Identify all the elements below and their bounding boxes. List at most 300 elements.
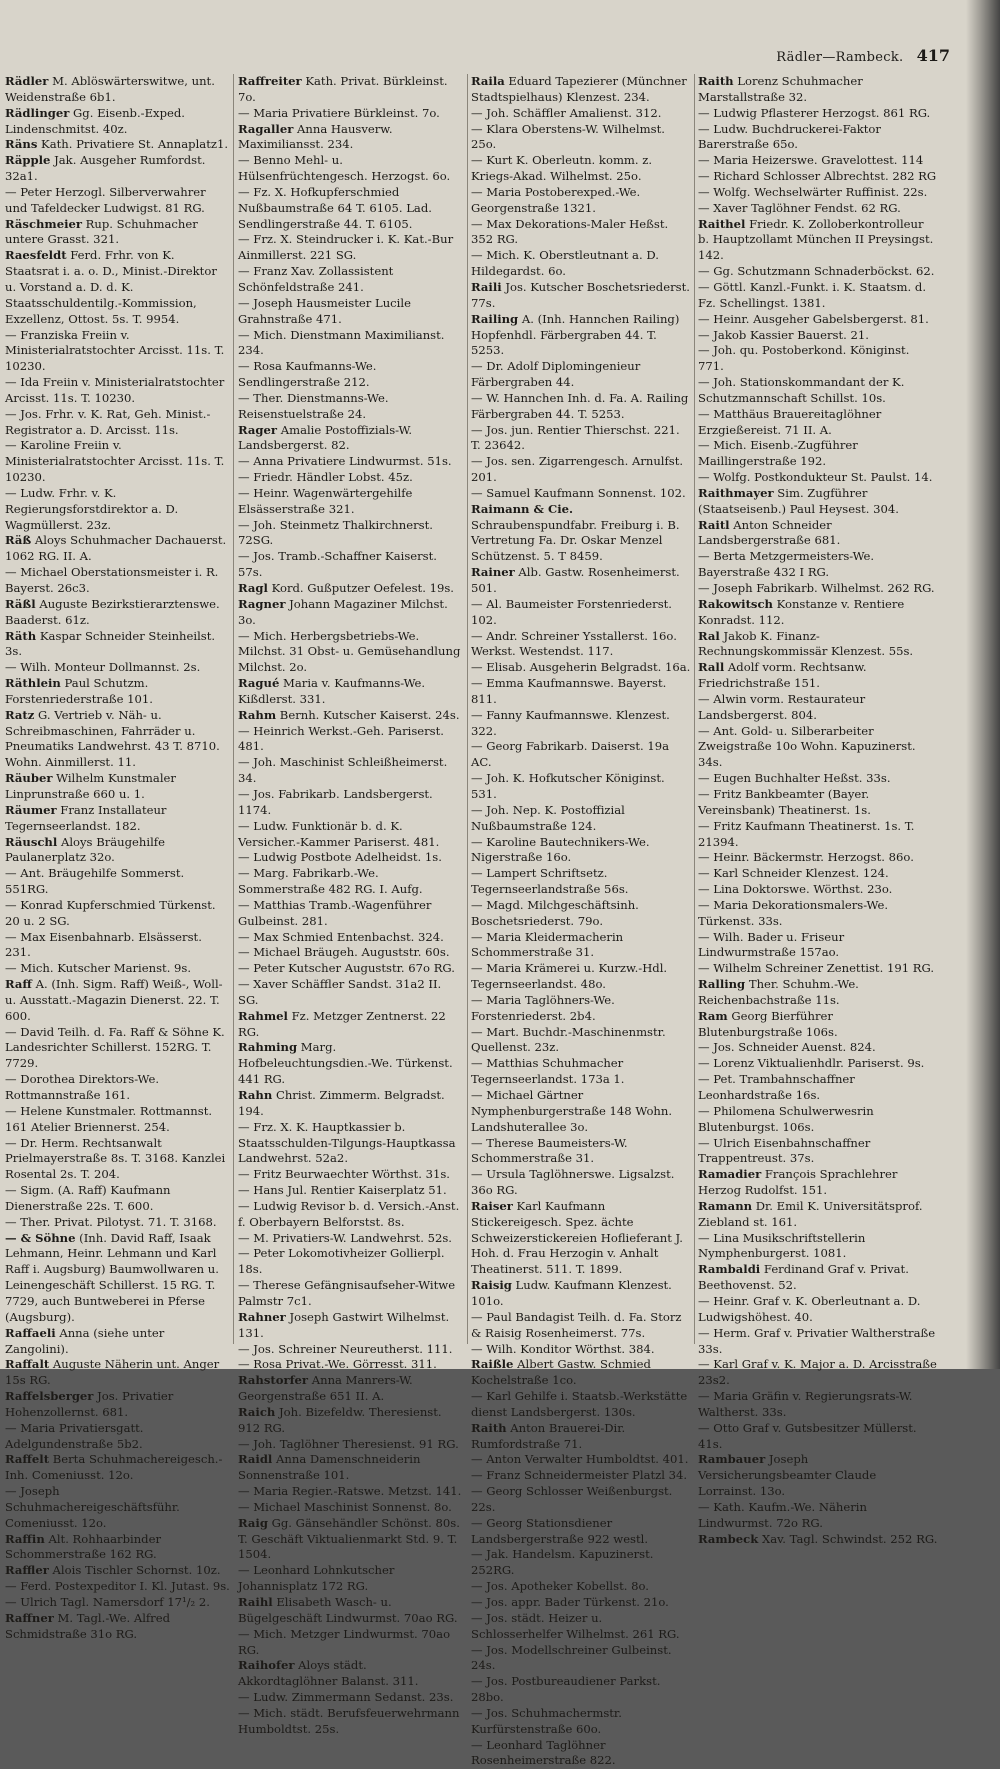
entry-details: Johann Magaziner Milchst. 3o. bbox=[238, 596, 448, 627]
entry-name: — bbox=[238, 628, 250, 643]
directory-entry bbox=[5, 1136, 231, 1184]
entry-details: Aloys städt. Akkordtaglöhner Balanst. 311. bbox=[238, 1658, 419, 1689]
entry-details: Maria Regier.-Ratswe. Metzst. 141. bbox=[249, 1484, 462, 1499]
directory-entry bbox=[5, 74, 231, 106]
directory-entry bbox=[238, 676, 464, 708]
entry-name: — bbox=[238, 359, 250, 374]
directory-entry bbox=[471, 1342, 691, 1358]
entry-name: Raesfeldt bbox=[5, 248, 67, 263]
entry-name: — bbox=[5, 1183, 17, 1198]
entry-name: — bbox=[698, 343, 710, 358]
entry-details: Jakob K. Finanz-Rechnungskommissär Klenzest. 55s. bbox=[698, 628, 914, 659]
entry-details: Anna Hausverw. Maximiliansst. 234. bbox=[238, 121, 393, 152]
entry-name: Räuschl bbox=[5, 834, 58, 849]
directory-entry bbox=[238, 1373, 464, 1405]
entry-details: Rosa Kaufmanns-We. Sendlingerstraße 212. bbox=[238, 359, 377, 390]
entry-details: Heinr. Ausgeher Gabelsbergerst. 81. bbox=[709, 311, 929, 326]
entry-name: — bbox=[238, 945, 250, 960]
directory-entry bbox=[698, 328, 938, 344]
entry-details: Jos. Modellschreiner Gulbeinst. 24s. bbox=[471, 1642, 672, 1673]
directory-entry bbox=[5, 1072, 231, 1104]
entry-name: Ralling bbox=[698, 977, 746, 992]
entry-details: Jak. Ausgeher Rumfordst. 32a1. bbox=[5, 153, 206, 184]
directory-entry bbox=[238, 423, 464, 455]
entry-name: — bbox=[698, 264, 710, 279]
entry-details: Karl Kaufmann Stickereigesch. Spez. ächte Schweizerstickereien Hoflieferant J. Hoh. d. Frau Herzogin v. Anhalt Theatinerst. 511. T. 1899. bbox=[471, 1198, 683, 1277]
entry-name: Raffelt bbox=[5, 1452, 50, 1467]
directory-entry bbox=[698, 1199, 938, 1231]
entry-details: Lorenz Viktualienhdlr. Pariserst. 9s. bbox=[709, 1056, 925, 1071]
directory-column-2 bbox=[238, 74, 464, 1736]
entry-name: — bbox=[5, 1484, 17, 1499]
directory-entry bbox=[698, 597, 938, 629]
entry-name: — bbox=[238, 1198, 250, 1213]
directory-entry bbox=[698, 1072, 938, 1104]
entry-details: Peter Herzogl. Silberverwahrer und Tafeldecker Ludwigst. 81 RG. bbox=[5, 184, 206, 215]
entry-details: Georg Schlosser Weißenburgst. 22s. bbox=[471, 1484, 673, 1514]
entry-name: — bbox=[5, 1024, 17, 1039]
entry-details: Frz. X. Steindrucker i. K. Kat.-Bur Ainmillerst. 221 SG. bbox=[238, 232, 454, 263]
page-number: 417 bbox=[916, 46, 950, 65]
directory-entry bbox=[698, 185, 938, 201]
entry-name: Räumer bbox=[5, 802, 57, 817]
entry-name: Raich bbox=[238, 1404, 276, 1419]
entry-name: — bbox=[471, 153, 483, 168]
entry-details: Mich. städt. Berufsfeuerwehrmann Humboldtst. 25s. bbox=[238, 1705, 460, 1736]
directory-entry bbox=[238, 597, 464, 629]
entry-details: Friedr. K. Zolloberkontrolleur b. Hauptzollamt München II Preysingst. 142. bbox=[698, 216, 934, 263]
entry-name: — bbox=[698, 929, 710, 944]
entry-details: Adolf vorm. Rechtsanw. Friedrichstraße 151. bbox=[698, 660, 867, 691]
entry-details: Alt. Rohhaarbinder Schommerstraße 162 RG. bbox=[5, 1531, 161, 1562]
directory-entry bbox=[471, 1547, 691, 1579]
directory-entry bbox=[5, 137, 231, 153]
entry-name: Rambauer bbox=[698, 1452, 766, 1467]
entry-details: Joh. Schäffler Amalienst. 312. bbox=[482, 105, 662, 120]
entry-name: — bbox=[238, 1341, 250, 1356]
entry-name: Raffin bbox=[5, 1531, 45, 1546]
entry-name: — bbox=[471, 1674, 483, 1689]
directory-entry bbox=[238, 866, 464, 898]
entry-details: Ulrich Eisenbahnschaffner Trappentreust. 37s. bbox=[698, 1135, 871, 1166]
entry-details: Ther. Dienstmanns-We. Reisenstuelstraße 24. bbox=[238, 390, 389, 421]
entry-details: Joh. Taglöhner Theresienst. 91 RG. bbox=[249, 1436, 459, 1451]
entry-name: — bbox=[238, 105, 250, 120]
directory-entry bbox=[698, 1167, 938, 1199]
entry-details: Ludw. Frhr. v. K. Regierungsforstdirektor a. D. Wagmüllerst. 23z. bbox=[5, 485, 179, 532]
entry-details: Ferdinand Graf v. Privat. Beethovenst. 52. bbox=[698, 1262, 909, 1293]
entry-details: Ferd. Postexpeditor I. Kl. Jutast. 9s. bbox=[16, 1579, 230, 1594]
directory-entry bbox=[5, 1452, 231, 1484]
entry-name: Raithel bbox=[698, 216, 746, 231]
entry-name: — bbox=[238, 485, 250, 500]
directory-entry bbox=[238, 1167, 464, 1183]
directory-entry bbox=[471, 1088, 691, 1136]
entry-name: — bbox=[698, 818, 710, 833]
entry-name: Raithmayer bbox=[698, 485, 774, 500]
entry-details: Xaver Taglöhner Fendst. 62 RG. bbox=[709, 200, 901, 215]
entry-name: Räß bbox=[5, 533, 32, 548]
entry-details: Dr. Herm. Rechtsanwalt Prielmayerstraße 8s. T. 3168. Kanzlei Rosental 2s. T. 204. bbox=[5, 1135, 226, 1182]
entry-name: — bbox=[471, 454, 483, 469]
directory-entry bbox=[698, 629, 938, 661]
directory-entry bbox=[238, 977, 464, 1009]
entry-details: Anna Privatiere Lindwurmst. 51s. bbox=[249, 454, 452, 469]
directory-entry bbox=[471, 866, 691, 898]
entry-details: Franziska Freiin v. Ministerialratstochter Arcisst. 11s. T. 10230. bbox=[5, 327, 225, 374]
directory-entry bbox=[471, 1278, 691, 1310]
entry-details: (Inh. David Raff, Isaak Lehmann, Heinr. Lehmann und Karl Raff i. Augsburg) Baumwollwaren u. Leinengeschäft Schillerst. 15 RG. T. 7729, auch Buntweberei in Pferse (Augsburg). bbox=[5, 1230, 219, 1324]
entry-details: Ludw. Funktionär b. d. K. Versicher.-Kammer Pariserst. 481. bbox=[238, 818, 440, 849]
directory-entry bbox=[238, 1040, 464, 1088]
entry-name: — bbox=[5, 961, 17, 976]
entry-details: Georg Stationsdiener Landsbergerstraße 922 westl. bbox=[471, 1515, 649, 1546]
entry-details: Joseph Gastwirt Wilhelmst. 131. bbox=[238, 1309, 450, 1340]
directory-entry bbox=[471, 803, 691, 835]
directory-entry bbox=[471, 502, 691, 565]
entry-name: — bbox=[698, 327, 710, 342]
directory-entry bbox=[238, 1563, 464, 1595]
entry-details: Lina Doktorswe. Wörthst. 23o. bbox=[709, 882, 893, 897]
entry-name: Ragner bbox=[238, 596, 286, 611]
entry-details: Wilhelm Schreiner Zenettist. 191 RG. bbox=[709, 961, 935, 976]
entry-details: Jos. Schneider Auenst. 824. bbox=[709, 1040, 876, 1055]
directory-entry bbox=[471, 1199, 691, 1278]
entry-details: M. Ablöswärterswitwe, unt. Weidenstraße 6b1. bbox=[5, 74, 215, 104]
entry-name: — bbox=[471, 1452, 483, 1467]
entry-name: Raffreiter bbox=[238, 74, 302, 88]
entry-name: — bbox=[471, 1610, 483, 1625]
entry-details: Mich. Eisenb.-Zugführer Maillingerstraße 192. bbox=[698, 438, 858, 469]
entry-name: — bbox=[5, 660, 17, 675]
entry-details: Otto Graf v. Gutsbesitzer Müllerst. 41s. bbox=[698, 1420, 917, 1451]
entry-details: Anton Verwalter Humboldtst. 401. bbox=[482, 1452, 689, 1467]
entry-name: — bbox=[471, 1167, 483, 1182]
directory-entry bbox=[471, 739, 691, 771]
entry-details: Heinr. Graf v. K. Oberleutnant a. D. Ludwigshöhest. 40. bbox=[698, 1293, 921, 1324]
directory-entry bbox=[471, 1389, 691, 1421]
directory-entry bbox=[698, 882, 938, 898]
entry-details: Kurt K. Oberleutn. komm. z. Kriegs-Akad. Wilhelmst. 25o. bbox=[471, 153, 653, 184]
entry-name: — bbox=[698, 1135, 710, 1150]
entry-name: — bbox=[471, 390, 483, 405]
directory-entry bbox=[5, 1532, 231, 1564]
entry-name: — bbox=[471, 660, 483, 675]
entry-name: — bbox=[238, 1357, 250, 1372]
directory-entry bbox=[238, 391, 464, 423]
entry-details: Fritz Kaufmann Theatinerst. 1s. T. 21394. bbox=[698, 818, 915, 849]
directory-entry bbox=[238, 232, 464, 264]
directory-entry bbox=[471, 993, 691, 1025]
entry-name: — bbox=[471, 1309, 483, 1324]
directory-entry bbox=[471, 1706, 691, 1738]
entry-details: François Sprachlehrer Herzog Rudolfst. 151. bbox=[698, 1167, 898, 1198]
directory-entry bbox=[5, 565, 231, 597]
directory-entry bbox=[5, 217, 231, 249]
directory-entry bbox=[698, 549, 938, 581]
directory-entry bbox=[238, 1310, 464, 1342]
entry-details: Max Eisenbahnarb. Elsässerst. 231. bbox=[5, 929, 202, 960]
entry-name: — bbox=[5, 1595, 17, 1609]
entry-name: Railing bbox=[471, 311, 519, 326]
entry-details: Ther. Schuhm.-We. Reichenbachstraße 11s. bbox=[698, 977, 859, 1007]
entry-details: Anna Damenschneiderin Sonnenstraße 101. bbox=[238, 1452, 421, 1483]
entry-name: — bbox=[471, 596, 483, 611]
entry-name: — bbox=[471, 216, 483, 231]
directory-entry bbox=[238, 264, 464, 296]
entry-name: — bbox=[698, 311, 710, 326]
entry-details: Peter Kutscher Auguststr. 67o RG. bbox=[249, 961, 455, 976]
directory-entry bbox=[471, 217, 691, 249]
entry-name: — bbox=[471, 121, 483, 136]
directory-entry bbox=[238, 755, 464, 787]
entry-name: — bbox=[5, 375, 17, 390]
directory-entry bbox=[698, 1040, 938, 1056]
directory-entry bbox=[698, 407, 938, 439]
directory-entry bbox=[698, 375, 938, 407]
directory-entry bbox=[238, 1595, 464, 1627]
entry-name: — bbox=[698, 771, 710, 786]
entry-name: Rädlinger bbox=[5, 105, 70, 120]
entry-details: Heinr. Bäckermstr. Herzogst. 86o. bbox=[709, 850, 914, 865]
entry-details: David Teilh. d. Fa. Raff & Söhne K. Landesrichter Schillerst. 152RG. T. 7729. bbox=[5, 1024, 225, 1071]
entry-name: — bbox=[698, 279, 710, 294]
entry-name: — bbox=[238, 1278, 250, 1293]
column-divider bbox=[467, 74, 468, 1344]
directory-column-3 bbox=[471, 74, 691, 1768]
directory-entry bbox=[238, 122, 464, 154]
directory-entry bbox=[698, 169, 938, 185]
entry-name: — bbox=[698, 850, 710, 865]
entry-name: Räpple bbox=[5, 153, 51, 168]
directory-entry bbox=[698, 660, 938, 692]
entry-details: Therese Baumeisters-W. Schommerstraße 31. bbox=[471, 1135, 628, 1166]
entry-details: Matthäus Brauereitaglöhner Erzgießereist. 71 II. A. bbox=[698, 406, 882, 437]
directory-entry bbox=[5, 866, 231, 898]
directory-entry bbox=[698, 486, 938, 518]
entry-name: — bbox=[471, 1595, 483, 1609]
entry-details: Ludwig Pflasterer Herzogst. 861 RG. bbox=[709, 105, 931, 120]
entry-name: Räuber bbox=[5, 771, 53, 786]
entry-details: Bernh. Kutscher Kaiserst. 24s. bbox=[276, 707, 460, 722]
entry-details: Samuel Kaufmann Sonnenst. 102. bbox=[482, 485, 686, 500]
entry-name: — bbox=[471, 359, 483, 374]
entry-details: Göttl. Kanzl.-Funkt. i. K. Staatsm. d. Fz. Schellingst. 1381. bbox=[698, 279, 927, 310]
directory-entry bbox=[471, 930, 691, 962]
running-head: Rädler—Rambeck. bbox=[776, 50, 904, 65]
directory-entry bbox=[698, 787, 938, 819]
entry-name: Raiser bbox=[471, 1198, 513, 1213]
entry-details: Ulrich Tagl. Namersdorf 17¹/₂ 2. bbox=[16, 1595, 210, 1609]
entry-name: Räns bbox=[5, 137, 38, 152]
entry-details: Joh. Maschinist Schleißheimerst. 34. bbox=[238, 755, 448, 786]
entry-details: Michael Gärtner Nymphenburgerstraße 148 Wohn. Landshuterallee 3o. bbox=[471, 1088, 673, 1134]
entry-name: — bbox=[471, 248, 483, 263]
directory-entry bbox=[471, 122, 691, 154]
entry-details: Ludw. Buchdruckerei-Faktor Barerstraße 65o. bbox=[698, 121, 881, 152]
directory-entry bbox=[698, 866, 938, 882]
column-divider bbox=[694, 74, 695, 1344]
entry-details: Anna (siehe unter Zangolini). bbox=[5, 1325, 165, 1356]
entry-details: Michael Oberstationsmeister i. R. Bayerst. 26c3. bbox=[5, 565, 219, 595]
entry-name: Rahm bbox=[238, 707, 277, 722]
entry-name: Raila bbox=[471, 74, 505, 88]
entry-details: Aloys Bräugehilfe Paulanerplatz 32o. bbox=[5, 834, 165, 865]
directory-entry bbox=[471, 1738, 691, 1769]
entry-details: Jos. Kutscher Boschetsriederst. 77s. bbox=[471, 279, 690, 310]
entry-name: Rädler bbox=[5, 74, 49, 88]
entry-details: Joseph Schuhmachereigeschäftsführ. Comeniusst. 12o. bbox=[5, 1484, 180, 1530]
entry-name: — bbox=[238, 755, 250, 770]
directory-entry bbox=[5, 153, 231, 185]
entry-details: Kord. Gußputzer Oefelest. 19s. bbox=[267, 581, 454, 595]
directory-entry bbox=[471, 835, 691, 867]
entry-details: Kath. Kaufm.-We. Näherin Lindwurmst. 72o RG. bbox=[698, 1499, 867, 1530]
directory-entry bbox=[5, 1357, 231, 1389]
entry-details: Fanny Kaufmannswe. Klenzest. 322. bbox=[471, 707, 670, 738]
directory-entry bbox=[471, 486, 691, 502]
directory-entry bbox=[471, 1421, 691, 1453]
entry-details: Rup. Schuhmacher untere Grasst. 321. bbox=[5, 216, 198, 247]
directory-entry bbox=[238, 930, 464, 946]
directory-entry bbox=[698, 1389, 938, 1421]
directory-entry bbox=[471, 359, 691, 391]
entry-name: — bbox=[5, 438, 17, 453]
entry-details: Joh. Stationskommandant der K. Schutzmannschaft Schillst. 10s. bbox=[698, 375, 905, 405]
entry-details: Joseph Versicherungsbeamter Claude Lorrainst. 13o. bbox=[698, 1452, 877, 1499]
directory-entry bbox=[5, 898, 231, 930]
directory-entry bbox=[5, 597, 231, 629]
entry-name: — bbox=[238, 850, 250, 865]
entry-details: Mich. K. Oberstleutnant a. D. Hildegardst. 6o. bbox=[471, 248, 659, 279]
entry-details: Maria Postoberexped.-We. Georgenstraße 1321. bbox=[471, 184, 641, 215]
entry-name: Rahner bbox=[238, 1309, 286, 1324]
directory-entry bbox=[238, 581, 464, 597]
entry-name: — bbox=[698, 1499, 710, 1514]
entry-details: Jos. Tramb.-Schaffner Kaiserst. 57s. bbox=[238, 549, 437, 580]
entry-details: Ursula Taglöhnerswe. Ligsalzst. 36o RG. bbox=[471, 1167, 675, 1198]
directory-entry bbox=[471, 1452, 691, 1468]
entry-details: Wolfg. Wechselwärter Ruffinist. 22s. bbox=[709, 184, 928, 199]
directory-entry bbox=[698, 1326, 938, 1358]
entry-name: — bbox=[471, 1547, 483, 1562]
entry-name: — bbox=[698, 406, 710, 421]
entry-name: — bbox=[698, 169, 710, 184]
entry-name: — bbox=[5, 406, 17, 421]
entry-name: — bbox=[698, 1056, 710, 1071]
directory-entry bbox=[238, 1088, 464, 1120]
directory-entry bbox=[471, 185, 691, 217]
directory-entry bbox=[238, 1405, 464, 1437]
directory-entry bbox=[471, 1056, 691, 1088]
page-header bbox=[700, 46, 950, 70]
entry-details: Eduard Tapezierer (Münchner Stadtspielhaus) Klenzest. 234. bbox=[471, 74, 687, 104]
entry-name: Räschmeier bbox=[5, 216, 82, 231]
entry-details: Konstanze v. Rentiere Konradst. 112. bbox=[698, 596, 905, 627]
entry-name: — bbox=[471, 1135, 483, 1150]
directory-entry bbox=[5, 1104, 231, 1136]
directory-entry bbox=[471, 1468, 691, 1484]
directory-entry bbox=[698, 153, 938, 169]
entry-name: Räth bbox=[5, 628, 37, 643]
directory-entry bbox=[238, 819, 464, 851]
entry-details: Maria Kleidermacherin Schommerstraße 31. bbox=[471, 929, 624, 960]
entry-name: — bbox=[238, 153, 250, 168]
entry-name: — bbox=[698, 200, 710, 215]
entry-name: — bbox=[238, 1563, 250, 1578]
entry-details: Jos. Apotheker Kobellst. 8o. bbox=[482, 1579, 649, 1594]
directory-entry bbox=[471, 1611, 691, 1643]
entry-details: Mich. Kutscher Marienst. 9s. bbox=[16, 961, 192, 976]
entry-details: Ludwig Postbote Adelheidst. 1s. bbox=[249, 850, 442, 865]
directory-entry bbox=[698, 692, 938, 724]
entry-details: Al. Baumeister Forstenriederst. 102. bbox=[471, 596, 672, 627]
entry-name: — & Söhne bbox=[5, 1230, 76, 1245]
directory-entry bbox=[238, 1357, 464, 1373]
entry-name: — bbox=[238, 977, 250, 992]
entry-name: — bbox=[5, 1103, 17, 1118]
entry-details: Ferd. Frhr. von K. Staatsrat i. a. o. D., Minist.-Direktor u. Vorstand a. D. d. K. Staatsschuldentilg.-Kommission, Exzellenz, Ottost. 5s. T. 9954. bbox=[5, 248, 217, 326]
entry-name: — bbox=[698, 438, 710, 453]
directory-entry bbox=[5, 1231, 231, 1326]
directory-entry bbox=[238, 724, 464, 756]
entry-name: — bbox=[238, 549, 250, 564]
directory-entry bbox=[238, 296, 464, 328]
directory-entry bbox=[698, 122, 938, 154]
entry-details: Jos. Fabrikarb. Landsbergerst. 1174. bbox=[238, 786, 433, 817]
directory-entry bbox=[5, 660, 231, 676]
entry-name: — bbox=[698, 691, 710, 706]
entry-details: Wilh. Konditor Wörthst. 384. bbox=[482, 1341, 655, 1356]
entry-name: — bbox=[471, 485, 483, 500]
entry-details: Jos. städt. Heizer u. Schlosserhelfer Wilhelmst. 261 RG. bbox=[471, 1610, 680, 1641]
entry-details: Amalie Postoffizials-W. Landsbergerst. 82. bbox=[238, 422, 413, 453]
entry-details: Ther. Privat. Pilotyst. 71. T. 3168. bbox=[16, 1214, 217, 1229]
entry-name: — bbox=[238, 184, 250, 199]
directory-entry bbox=[471, 660, 691, 676]
entry-details: Joh. Bizefeldw. Theresienst. 912 RG. bbox=[238, 1404, 442, 1435]
entry-name: — bbox=[698, 961, 710, 976]
entry-details: Jakob Kassier Bauerst. 21. bbox=[709, 327, 869, 342]
entry-details: Jos. Schuhmachermstr. Kurfürstenstraße 60o. bbox=[471, 1705, 622, 1736]
directory-entry bbox=[698, 961, 938, 977]
entry-details: Matthias Tramb.-Wagenführer Gulbeinst. 281. bbox=[238, 897, 432, 928]
directory-entry bbox=[471, 1516, 691, 1548]
entry-name: Räthlein bbox=[5, 676, 61, 691]
entry-name: — bbox=[698, 470, 710, 485]
entry-details: Helene Kunstmaler. Rottmannst. 161 Atelier Briennerst. 254. bbox=[5, 1103, 213, 1134]
directory-entry bbox=[238, 961, 464, 977]
entry-details: Maria Gräfin v. Regierungsrats-W. Waltherst. 33s. bbox=[698, 1389, 913, 1419]
entry-details: Maria Privatiersgatt. Adelgundenstraße 5b2. bbox=[5, 1420, 144, 1451]
directory-entry bbox=[471, 1595, 691, 1611]
directory-entry bbox=[698, 438, 938, 470]
entry-details: Maria Heizerswe. Gravelottest. 114 bbox=[709, 153, 924, 168]
entry-name: Raff bbox=[5, 977, 32, 992]
entry-name: — bbox=[698, 897, 710, 912]
directory-entry bbox=[698, 930, 938, 962]
directory-entry bbox=[5, 1579, 231, 1595]
directory-entry bbox=[471, 1579, 691, 1595]
entry-name: — bbox=[471, 1737, 483, 1752]
entry-name: — bbox=[471, 1389, 483, 1404]
directory-entry bbox=[238, 185, 464, 233]
entry-name: Raig bbox=[238, 1515, 268, 1530]
entry-name: Ragl bbox=[238, 581, 268, 595]
entry-name: — bbox=[471, 1642, 483, 1657]
directory-entry bbox=[471, 74, 691, 106]
entry-name: — bbox=[5, 485, 17, 500]
